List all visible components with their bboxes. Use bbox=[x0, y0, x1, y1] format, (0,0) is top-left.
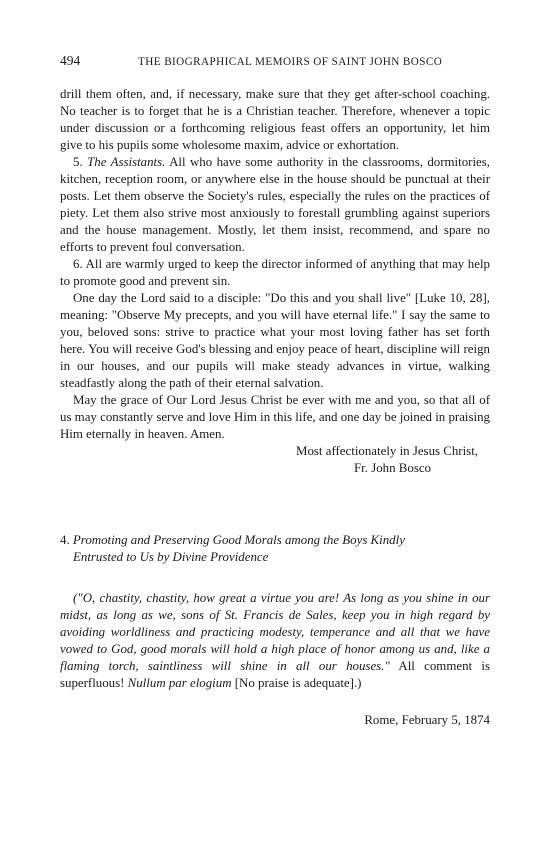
paragraph-director: 6. All are warmly urged to keep the director informed of anything that may help to promote good and prevent sin. bbox=[60, 257, 490, 288]
running-title: THE BIOGRAPHICAL MEMOIRS OF SAINT JOHN BOSCO bbox=[138, 56, 443, 68]
section-title-line2: Entrusted to Us by Divine Providence bbox=[73, 550, 269, 564]
quote-comment: All comment is superfluous! bbox=[60, 659, 490, 690]
page-header bbox=[60, 52, 490, 71]
paragraph-teachers: drill them often, and, if necessary, make sure that they get after-school coaching. No teacher is to forget that he is a Christian teacher. Therefore, whenever a topic under discussion or a forthcoming religious feast offers an opportunity, let him give to his pupils some wholesome maxim, advice or exhortation. bbox=[60, 87, 490, 152]
quote-translation: [No praise is adequate].) bbox=[234, 676, 362, 690]
letter-closing bbox=[60, 443, 490, 477]
quote-latin: Nullum par elogium bbox=[127, 676, 232, 690]
item-title: The Assistants. bbox=[87, 155, 166, 169]
document-page bbox=[60, 52, 490, 729]
quote-paragraph bbox=[60, 590, 490, 692]
item-number: 5. bbox=[73, 155, 83, 169]
paragraph-exhortation: One day the Lord said to a disciple: "Do this and you shall live" [Luke 10, 28], meaning: "Observe My precepts, and you will have eternal life." I say the same to you, beloved sons: strive to practice what your most loving father has set forth here. You will receive God's blessing and enjoy peace of heart, discipline will reign in our houses, and our pupils will make steady advances in virtue, walking steadfastly along the path of their eternal salvation. bbox=[60, 291, 490, 390]
section-title-line1: Promoting and Preserving Good Morals among the Boys Kindly bbox=[72, 533, 405, 547]
section-number: 4. bbox=[60, 533, 70, 547]
page-number: 494 bbox=[60, 53, 81, 68]
section-heading bbox=[60, 532, 490, 566]
paragraph-blessing: May the grace of Our Lord Jesus Christ be ever with me and you, so that all of us may constantly serve and love Him in this life, and one day be joined in praising Him eternally in heaven. Amen. bbox=[60, 393, 490, 441]
quote-italic: ("O, chastity, chastity, how great a virtue you are! As long as you shine in our midst, as long as we, sons of St. Francis de Sales, keep you in high regard by avoiding worldliness and practicing modesty, temperance and all that we have vowed to God, good morals will hold a high place of honor among us and, like a flaming torch, saintliness will shine in all our houses." bbox=[60, 591, 490, 673]
dateline: Rome, February 5, 1874 bbox=[364, 713, 490, 727]
signature: Fr. John Bosco bbox=[354, 461, 431, 475]
item-text: All who have some authority in the classrooms, dormitories, kitchen, reception room, or anywhere else in the house should be punctual at their posts. Let them observe the Society's rules, especially the rules on the practices of piety. Let them also strive most anxiously to forestall grumbling against superiors and the house management. Mostly, let them insist, recommend, and spare no efforts to prevent foul conversation. bbox=[60, 155, 490, 254]
closing-salutation: Most affectionately in Jesus Christ, bbox=[296, 444, 478, 458]
paragraph-assistants bbox=[60, 154, 490, 256]
